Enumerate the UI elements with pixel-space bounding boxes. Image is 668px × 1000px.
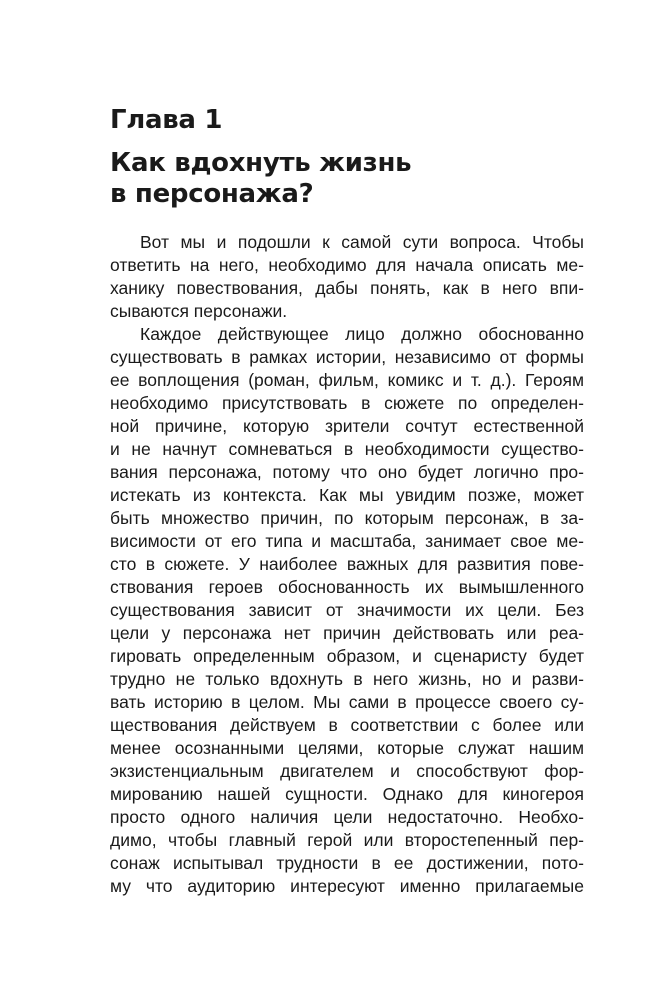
text-line: ствования героев обоснованность их вымышленного — [110, 577, 584, 597]
text-line: необходимо присутствовать в сюжете по определен- — [110, 393, 584, 413]
text-line: ее воплощения (роман, фильм, комикс и т. д.). Героям — [110, 370, 584, 390]
chapter-label: Глава 1 — [110, 105, 223, 135]
text-line: ной причине, которую зрители сочтут естественной — [110, 416, 584, 436]
text-line: сонаж испытывал трудности в ее достижении, пото- — [110, 853, 584, 873]
text-line: ханику повествования, дабы понять, как в него впи- — [110, 278, 584, 298]
paragraph — [110, 231, 584, 323]
text-line: Вот мы и подошли к самой сути вопроса. Чтобы — [140, 232, 584, 252]
text-line: вать историю в целом. Мы сами в процессе своего су- — [110, 692, 584, 712]
text-line: димо, чтобы главный герой или второстепенный пер- — [110, 830, 584, 850]
text-line: гировать определенным образом, и сценаристу будет — [110, 646, 584, 666]
chapter-title-line: в персонажа? — [110, 179, 314, 209]
text-line: существовать в рамках истории, независимо от формы — [110, 347, 584, 367]
text-line: вания персонажа, потому что оно будет логично про- — [110, 462, 584, 482]
text-line: быть множество причин, по которым персонаж, в за- — [110, 508, 584, 528]
text-line: сываются персонажи. — [110, 301, 288, 321]
chapter-title-line: Как вдохнуть жизнь — [110, 148, 412, 178]
text-line: сто в сюжете. У наиболее важных для развития пове- — [110, 554, 584, 574]
paragraph — [110, 323, 584, 898]
text-line: цели у персонажа нет причин действовать или реа- — [110, 623, 584, 643]
text-line: существования зависит от значимости их цели. Без — [110, 600, 584, 620]
text-line: мированию нашей сущности. Однако для киногероя — [110, 784, 584, 804]
text-line: висимости от его типа и масштаба, занимает свое ме- — [110, 531, 584, 551]
text-line: му что аудиторию интересуют именно прилагаемые — [110, 876, 584, 896]
text-line: ществования действуем в соответствии с более или — [110, 715, 584, 735]
text-line: и не начнут сомневаться в необходимости существо- — [110, 439, 584, 459]
text-line: менее осознанными целями, которые служат нашим — [110, 738, 584, 758]
text-line: просто одного наличия цели недостаточно. Необхо- — [110, 807, 584, 827]
chapter-title — [110, 148, 570, 210]
text-line: экзистенциальным двигателем и способствуют фор- — [110, 761, 584, 781]
body-text — [110, 231, 584, 898]
text-line: Каждое действующее лицо должно обоснованно — [140, 324, 584, 344]
text-line: истекать из контекста. Как мы увидим позже, может — [110, 485, 584, 505]
text-line: трудно не только вдохнуть в него жизнь, но и разви- — [110, 669, 584, 689]
text-line: ответить на него, необходимо для начала описать ме- — [110, 255, 584, 275]
